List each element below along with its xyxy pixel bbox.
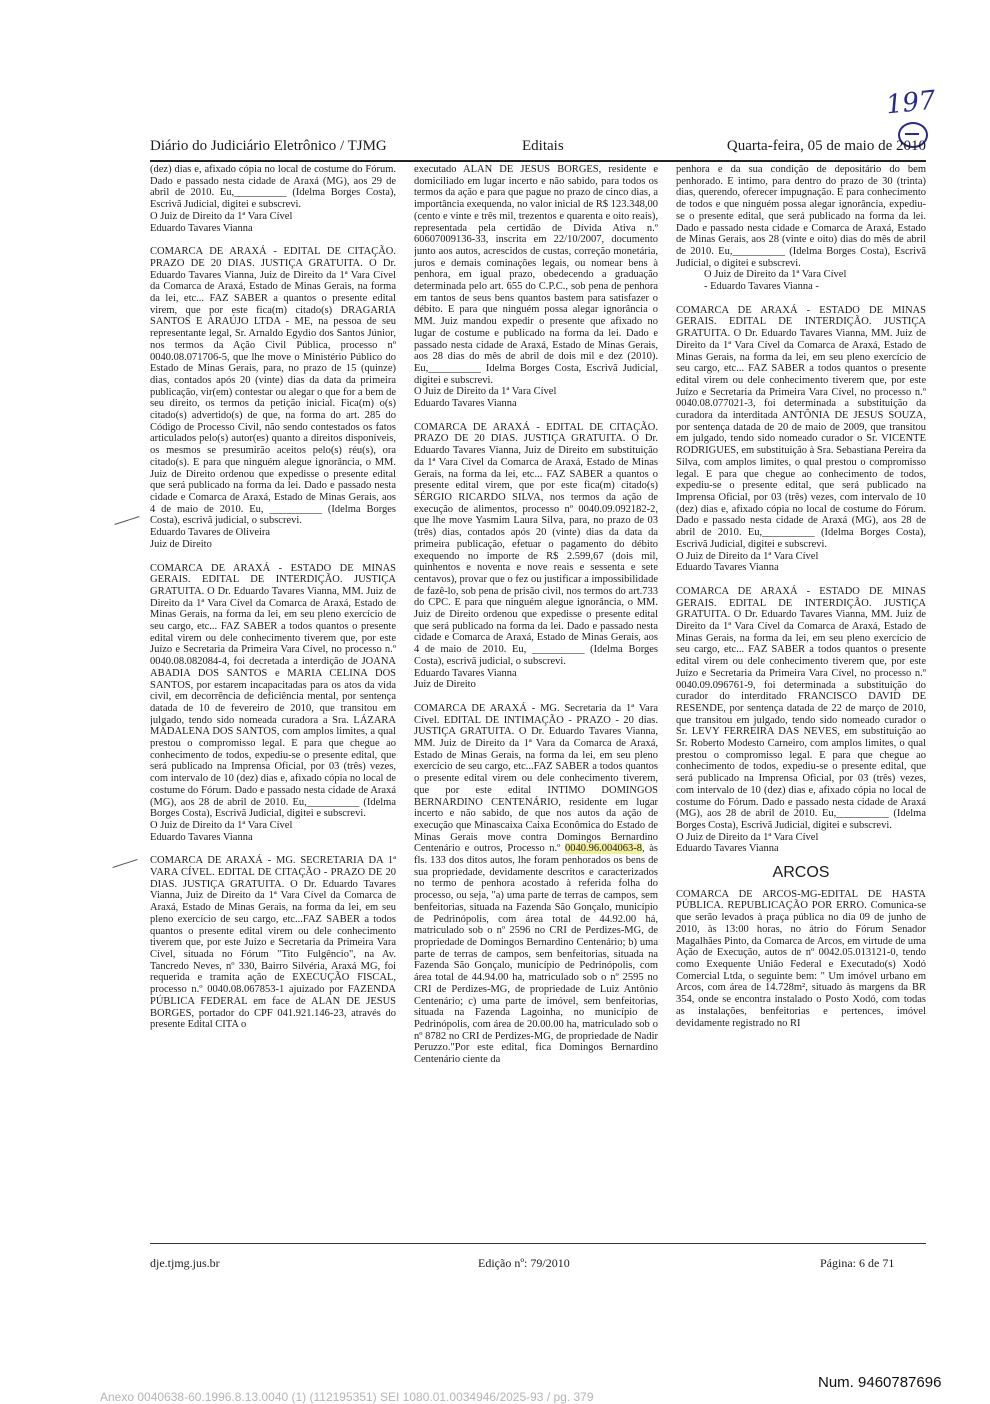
header-section: Editais [522, 138, 564, 154]
edital-block [676, 305, 926, 574]
column-1 [150, 164, 396, 1236]
edital-signature-name: - Eduardo Tavares Vianna - [704, 281, 819, 293]
edital-block [150, 855, 396, 1031]
edital-body: COMARCA DE ARAXÁ - EDITAL DE CITAÇÃO. PRAZO DE 20 DIAS. JUSTIÇA GRATUITA. O Dr. Eduardo Tavares Vianna, Juiz de Direito da 1ª Vara Cível da Comarca de Araxá, Estado de Minas Gerais, na forma da lei, etc... FAZ SABER a quantos o presente edital virem, que por este fica(m) citado(s) DRAGARIA SANTOS E ARAÚJO LTDA - ME, na pessoa de seu representante legal, Sr. Arnaldo Egydio dos Santos Júnior, nos termos da Ação Civil Pública, processo nº 0040.08.071706-5, que lhe move o Ministério Público do Estado de Minas Gerais, para, no prazo de 15 (quinze) dias, contados após 20 (vinte) dias da data da primeira publicação, vir(em) contestar ou alegar o que for a bem de seu direito, os termos da petição inicial. Fica(m) o(s) citado(s) advertido(s) de que, na forma do art. 285 do Código de Processo Civil, não sendo contestados os fatos articulados pelo(s) autor(es) quanto a direitos disponíveis, os mesmos se presumirão aceitos pelo(s) réu(s), ora citado(s). E para que ninguém alegue ignorância, o MM. Juiz de Direito ordenou que expedisse o presente edital que será publicado na forma da lei. Dado e passado nesta cidade e Comarca de Araxá, Estado de Minas Gerais, aos 4 de maio de 2010. Eu, __________ (Idelma Borges Costa), escrivã judicial, o subscrevi. [150, 246, 396, 527]
edital-body: COMARCA DE ARAXÁ - ESTADO DE MINAS GERAIS. EDITAL DE INTERDIÇÃO. JUSTIÇA GRATUITA. O Dr. Eduardo Tavares Vianna, MM. Juiz de Direito da 1ª Vara Cível da Comarca de Araxá, Estado de Minas Gerais, na forma da lei, em seu pleno exercício de seu cargo, etc... FAZ SABER a todos quantos o presente edital virem ou dele conhecimento tiverem que, por este Juízo e Secretaria da Primeira Vara Cível, no processo n.º 0040.09.096761-9, foi determinada a substituição do curador do interditado FRANCISCO DAVID DE RESENDE, por sentença datada de 22 de março de 2010, que transitou em julgado, tendo sido nomeado curador o Sr. LEVY FERREIRA DAS NEVES, em substituição ao Sr. Roberto Modesto Carneiro, com amplos limites, o qual prestou o compromisso legal. E para que chegue ao conhecimento de todos, expediu-se o presente edital, que será publicado na Imprensa Oficial, por 03 (três) vezes, com intervalo de 10 (dez) dias e, afixado cópia no local de costume do Fórum. Dado e passado nesta cidade de Araxá (MG), aos 28 de abril de 2010. Eu,__________ (Idelma Borges Costa), Escrivã Judicial, digitei e subscrevi. [676, 585, 926, 831]
header-rule [150, 160, 926, 162]
page-header [150, 138, 926, 160]
edital-block [676, 164, 926, 293]
column-3 [676, 164, 926, 1236]
edital-signature-line: O Juiz de Direito da 1ª Vara Cível [676, 550, 819, 562]
edital-block [414, 422, 658, 691]
section-heading-arcos: ARCOS [772, 864, 830, 882]
edital-signature-name: Juiz de Direito [414, 679, 476, 691]
edital-block [150, 563, 396, 844]
handwritten-folio: 197 [884, 85, 938, 121]
edital-body: COMARCA DE ARAXÁ - ESTADO DE MINAS GERAIS. EDITAL DE INTERDIÇÃO. JUSTIÇA GRATUITA. O Dr. Eduardo Tavares Vianna, MM. Juiz de Direito da 1ª Vara Cível da Comarca de Araxá, Estado de Minas Gerais, na forma da lei, em seu pleno exercício de seu cargo, etc... FAZ SABER a todos quantos o presente edital virem ou dele conhecimento tiverem que, por este Juízo e Secretaria da Primeira Vara Cível, no processo n.º 0040.08.082084-4, foi decretada a interdição de JOANA ABADIA DOS SANTOS e MARIA CELINA DOS SANTOS, por estarem incapacitadas para os atos da vida civil, em decorrência de deficiência mental, por sentença datada de 10 de fevereiro de 2010, que transitou em julgado, tendo sido nomeada curadora a Sra. LÁZARA MADALENA DOS SANTOS, com amplos limites, a qual prestou o compromisso legal. E para que chegue ao conhecimento de todos, expediu-se o presente edital, que será publicado na Imprensa Oficial, por 03 (três) vezes, com intervalo de 10 (dez) dias e, afixado cópia no local de costume do Fórum. Dado e passado nesta cidade de Araxá (MG), aos 28 de abril de 2010. Eu,__________ (Idelma Borges Costa), Escrivã Judicial, digitei e subscrevi. [150, 562, 396, 820]
edital-block [414, 703, 658, 1066]
margin-pen-mark [114, 516, 139, 525]
footer-site: dje.tjmg.jus.br [150, 1256, 220, 1270]
edital-block [150, 246, 396, 550]
edital-signature-name: Eduardo Tavares Vianna [676, 843, 779, 855]
edital-signature-line: O Juiz de Direito da 1ª Vara Cível [150, 819, 293, 831]
edital-block [676, 586, 926, 855]
edital-body: executado ALAN DE JESUS BORGES, residente e domiciliado em lugar incerto e não sabido, para todos os termos da ação e para que pague no prazo de cinco dias, a importância exequenda, no valor inicial de R$ 123.348,00 (cento e vinte e três mil, trezentos e quarenta e oito reais), representada pela certidão de Dívida Ativa n.º 60607009136-33, inscrita em 22/10/2007, documento junto aos autos, acrescidos de custas, correção monetária, juros e demais cominações legais, ou nomear bens à penhora, em igual prazo, obedecendo a graduação determinada pelo art. 655 do C.P.C., sob pena de penhora em tantos de seus bens quantos bastem para satisfazer o débito. E para que ninguém possa alegar ignorância o MM. Juiz mandou expedir o presente que afixado no lugar de costume e publicado na forma da lei. Dado e passado nesta cidade de Araxá, Estado de Minas Gerais, aos 28 dias do mês de abril de dois mil e dez (2010). Eu,__________ Idelma Borges Costa, Escrivã Judicial, digitei e subscrevi. [414, 164, 658, 386]
edital-signature-name: Eduardo Tavares Vianna [676, 562, 779, 574]
header-journal-title: Diário do Judiciário Eletrônico / TJMG [150, 138, 387, 154]
edital-signature-line: O Juiz de Direito da 1ª Vara Cível [676, 831, 819, 843]
footer-rule [150, 1243, 926, 1244]
edital-signature-line: O Juiz de Direito da 1ª Vara Cível [150, 210, 293, 222]
annex-watermark: Anexo 0040638-60.1996.8.13.0040 (1) (112195351) SEI 1080.01.0034946/2025-93 / pg. 379 [100, 1390, 594, 1404]
edital-body: COMARCA DE ARAXÁ - EDITAL DE CITAÇÃO. PRAZO DE 20 DIAS. JUSTIÇA GRATUITA. O Dr. Eduardo Tavares Vianna, Juiz de Direito em substituição da 1ª Vara Cível da Comarca de Araxá, Estado de Minas Gerais, na forma da lei, etc... FAZ SABER a quantos o presente edital virem, que por este fica(m) citado(s) SÉRGIO RICARDO SILVA, nos termos da ação de execução de alimentos, processo nº 0040.09.092182-2, que lhe move Yasmim Laura Silva, para, no prazo de 03 (três) dias, contados após 20 (vinte) dias da data da primeira publicação, efetuar o pagamento do débito exequendo no importe de R$ 2.599,67 (dois mil, quinhentos e noventa e nove reais e sessenta e sete centavos), provar que o fez ou justificar a impossibilidade de fazê-lo, sob pena de prisão civil, nos termos do art.733 do CPC. E para que ninguém alegue ignorância, o MM. Juiz de Direito ordenou que expedisse o presente edital que será publicado na forma da lei. Dado e passado nesta cidade e Comarca de Araxá, Estado de Minas Gerais, aos 4 de maio de 2010. Eu, __________ (Idelma Borges Costa), escrivã judicial, o subscrevi. [414, 421, 658, 667]
document-number-stamp: Num. 9460787696 [818, 1374, 942, 1391]
edital-body: COMARCA DE ARAXÁ - ESTADO DE MINAS GERAIS. EDITAL DE INTERDIÇÃO. JUSTIÇA GRATUITA. O Dr. Eduardo Tavares Vianna, MM. Juiz de Direito da 1ª Vara Cível da Comarca de Araxá, Estado de Minas Gerais, na forma da lei, em seu pleno exercício de seu cargo, etc... FAZ SABER a todos quantos o presente edital virem ou dele conhecimento tiverem que, por este Juízo e Secretaria da Primeira Vara Cível, no processo n.º 0040.08.077021-3, foi determinada a substituição da curadora da interditada ANTÔNIA DE JESUS SOUZA, por sentença datada de 20 de maio de 2009, que transitou em julgado, tendo sido nomeado curador o Sr. VICENTE RODRIGUES, em substituição à Sra. Sebastiana Pereira da Silva, com amplos limites, o qual prestou o compromisso legal. E para que chegue ao conhecimento de todos, expediu-se o presente edital, que será publicado na Imprensa Oficial, por 03 (três) vezes, com intervalo de 10 (dez) dias e, afixado cópia no local de costume do Fórum. Dado e passado nesta cidade de Araxá (MG), aos 28 de abril de 2010. Eu,__________ (Idelma Borges Costa), Escrivã Judicial, digitei e subscrevi. [676, 304, 926, 550]
edital-signature-name: Eduardo Tavares Vianna [150, 222, 253, 234]
edital-signature-name: Juiz de Direito [150, 538, 212, 550]
edital-signature-name: Eduardo Tavares Vianna [150, 831, 253, 843]
edital-block [414, 164, 658, 410]
column-2 [414, 164, 658, 1236]
edital-block [676, 889, 926, 1029]
edital-signature-line: Eduardo Tavares Vianna [414, 667, 517, 679]
edital-body: COMARCA DE ARAXÁ - MG. SECRETARIA DA 1ª VARA CÍVEL. EDITAL DE CITAÇÃO - PRAZO DE 20 DIAS. JUSTIÇA GRATUITA. O Dr. Eduardo Tavares Vianna, Juiz de Direito da 1ª Vara Cível da Comarca de Araxá, Estado de Minas Gerais, na forma da lei, em seu pleno exercício de seu cargo, etc...FAZ SABER a todos quantos o presente edital virem ou dele conhecimento tiverem que, por este Juízo e Secretaria da Primeira Vara Cível, situada no Fórum "Tito Fulgêncio", na Av. Tancredo Neves, nº 330, Bairro Silvéria, Araxá MG, foi requerida e tramita ação de EXECUÇÃO FISCAL, processo n.º 0040.08.067853-1 ajuizado por FAZENDA PÚBLICA FEDERAL em face de ALAN DE JESUS BORGES, portador do CPF 041.921.146-23, através do presente Edital CITA o [150, 855, 396, 1031]
edital-body-start: COMARCA DE ARAXÁ - MG. Secretaria da 1ª Vara Cível. EDITAL DE INTIMAÇÃO - PRAZO - 20 dias. JUSTIÇA GRATUITA. O Dr. Eduardo Tavares Vianna, MM. Juiz de Direito da 1ª Vara da Comarca de Araxá, Estado de Minas Gerais, na forma da lei, em seu pleno exercício de seu cargo, etc...FAZ SABER a todos quantos o presente edital virem ou dele conhecimento tiverem, que por este edital INTIMO DOMINGOS BERNARDINO CENTENÁRIO, residente em lugar incerto e não sabido, de que nos autos da ação de execução que Minascaixa Caixa Econômica do Estado de Minas Gerais move contra Domingos Bernardino Centenário e outros, Processo n.º [414, 702, 658, 855]
margin-pen-mark [112, 859, 137, 868]
edital-signature-line: Eduardo Tavares de Oliveira [150, 527, 271, 539]
footer-edition: Edição nº: 79/2010 [478, 1256, 570, 1270]
edital-body: penhora e da sua condição de depositário do bem penhorado. E intimo, para dentro do prazo de 30 (trinta) dias, querendo, oferecer impugnação. E para conhecimento de todos e que ninguém possa alegar ignorância, expediu-se o presente edital, que será publicado na forma da lei. Dado e passado nesta cidade e Comarca de Araxá, Estado de Minas Gerais, aos 28 (vinte e oito) dias do mês de abril de 2010. Eu,__________ (Idelma Borges Costa), Escrivã Judicial, o digitei e subscrevi. [676, 164, 926, 269]
edital-signature-line: O Juiz de Direito da 1ª Vara Cível [704, 269, 847, 281]
edital-signature-name: Eduardo Tavares Vianna [414, 398, 517, 410]
edital-body: (dez) dias e, afixado cópia no local de costume do Fórum. Dado e passado nesta cidade de Araxá (MG), aos 29 de abril de 2010. Eu,__________ (Idelma Borges Costa), Escrivã Judicial, digitei e subscrevi. [150, 164, 396, 211]
footer-page-number: Página: 6 de 71 [820, 1256, 895, 1270]
edital-body-end: , às fls. 133 dos ditos autos, lhe foram penhorados os bens de sua propriedade, devidamente descritos e caracterizados no termo de penhora acostado à referida folha do processo, ou seja, "a) uma parte de terras de campos, sem benfeitorias, situada na Fazenda São Gonçalo, município de Pedrinópolis, com área total de 44.92.00 há, matriculado sob o nº 2596 no CRI de Perdizes-MG, de propriedade de Domingos Bernardino Centenário; b) uma parte de terras de campos, sem benfeitorias, situada na Fazenda São Gonçalo, município de Pedrinópolis, com área total de 44.94.00 ha, matriculado sob o nº 2595 no CRI de Perdizes-MG, de propriedade de Luiz Antônio Centenário; c) uma parte de imóvel, sem benfeitorias, situada na Fazenda Lagoinha, no município de Pedrinópolis, com área de 20.00.00 ha, matriculado sob o nº 8782 no CRI de Perdizes-MG, de propriedade de Nadir Peruzzo."Por este edital, fica Domingos Bernardino Centenário ciente da [414, 843, 658, 1066]
edital-signature-line: O Juiz de Direito da 1ª Vara Cível [414, 386, 557, 398]
highlighted-process-number: 0040.96.004063-8 [565, 843, 643, 855]
header-date: Quarta-feira, 05 de maio de 2010 [726, 138, 926, 154]
edital-body: COMARCA DE ARCOS-MG-EDITAL DE HASTA PÚBLICA. REPUBLICAÇÃO POR ERRO. Comunica-se que serão levados à praça pública no dia 09 de junho de 2010, às 13:00 horas, no átrio do Fórum Senador Magalhães Pinto, da Comarca de Arcos, em virtude de uma Ação de Execução, autos de nº 0042.05.013121-0, tendo como Exequente União Federal e Executado(s) Xodó Comercial Ltda, o seguinte bem: " Um imóvel urbano em Arcos, com área de 14.728m², situado às margens da BR 354, onde se encontra instalado o Posto Xodó, com todas as instalações, benfeitorias e pertences, imóvel devidamente registrado no RI [676, 888, 926, 1029]
edital-block [150, 164, 396, 234]
